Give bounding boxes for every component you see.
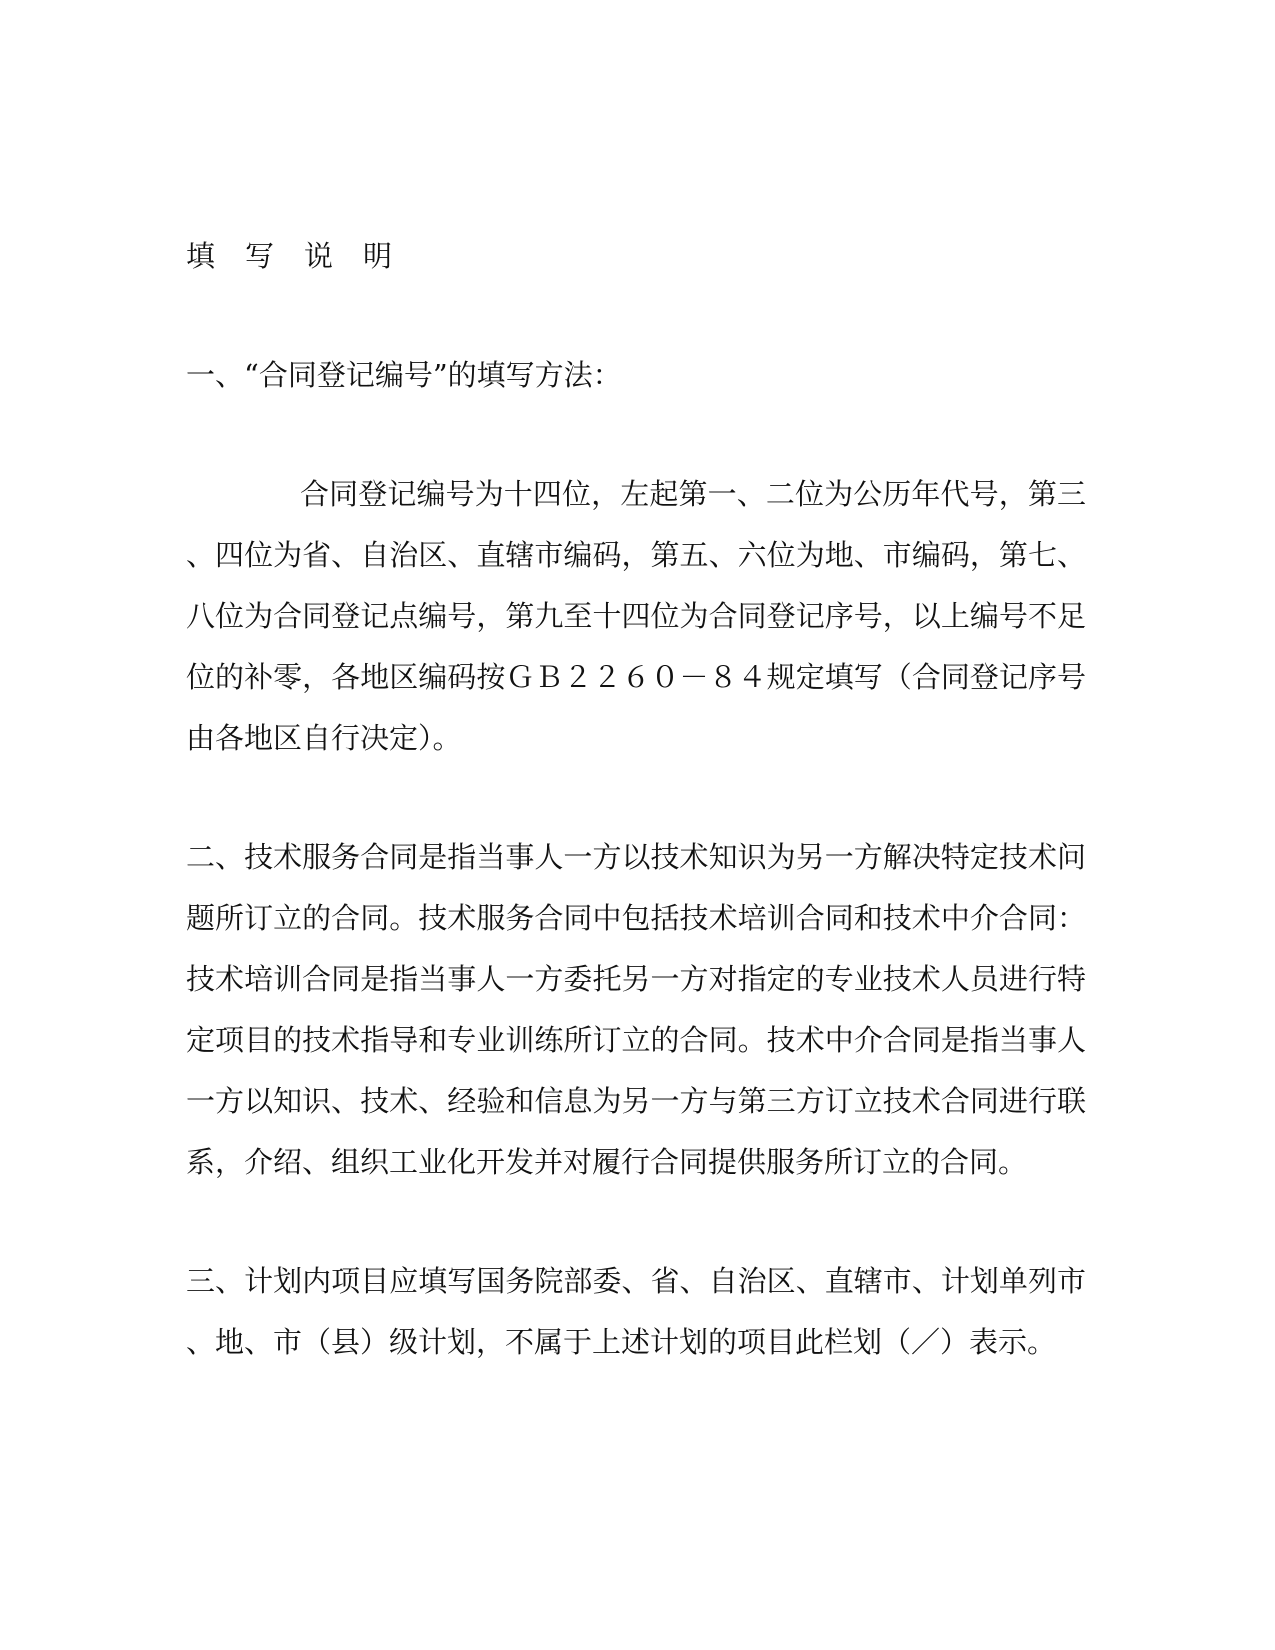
section-3-line: 、地、市（县）级计划，不属于上述计划的项目此栏划（／）表示。 xyxy=(186,1325,1057,1359)
section-2-line: 技术培训合同是指当事人一方委托另一方对指定的专业技术人员进行特 xyxy=(186,962,1086,996)
section-1-line: 合同登记编号为十四位，左起第一、二位为公历年代号，第三 xyxy=(300,477,1086,511)
section-2-line: 二、技术服务合同是指当事人一方以技术知识为另一方解决特定技术问 xyxy=(186,840,1086,874)
section-1-heading: 一、“合同登记编号”的填写方法： xyxy=(186,358,622,392)
section-3-line: 三、计划内项目应填写国务院部委、省、自治区、直辖市、计划单列市 xyxy=(186,1264,1086,1298)
section-2-line: 系，介绍、组织工业化开发并对履行合同提供服务所订立的合同。 xyxy=(186,1145,1028,1179)
section-1-line: 位的补零，各地区编码按ＧＢ２２６０－８４规定填写（合同登记序号 xyxy=(186,660,1086,694)
document-title: 填写说明 xyxy=(186,239,423,273)
section-1-line: 由各地区自行决定）。 xyxy=(186,721,462,755)
section-1-line: 八位为合同登记点编号，第九至十四位为合同登记序号，以上编号不足 xyxy=(186,599,1086,633)
section-1-line: 、四位为省、自治区、直辖市编码，第五、六位为地、市编码，第七、 xyxy=(186,538,1086,572)
section-2-line: 题所订立的合同。技术服务合同中包括技术培训合同和技术中介合同： xyxy=(186,901,1086,935)
section-2-line: 定项目的技术指导和专业训练所订立的合同。技术中介合同是指当事人 xyxy=(186,1023,1086,1057)
section-2-line: 一方以知识、技术、经验和信息为另一方与第三方订立技术合同进行联 xyxy=(186,1084,1086,1118)
